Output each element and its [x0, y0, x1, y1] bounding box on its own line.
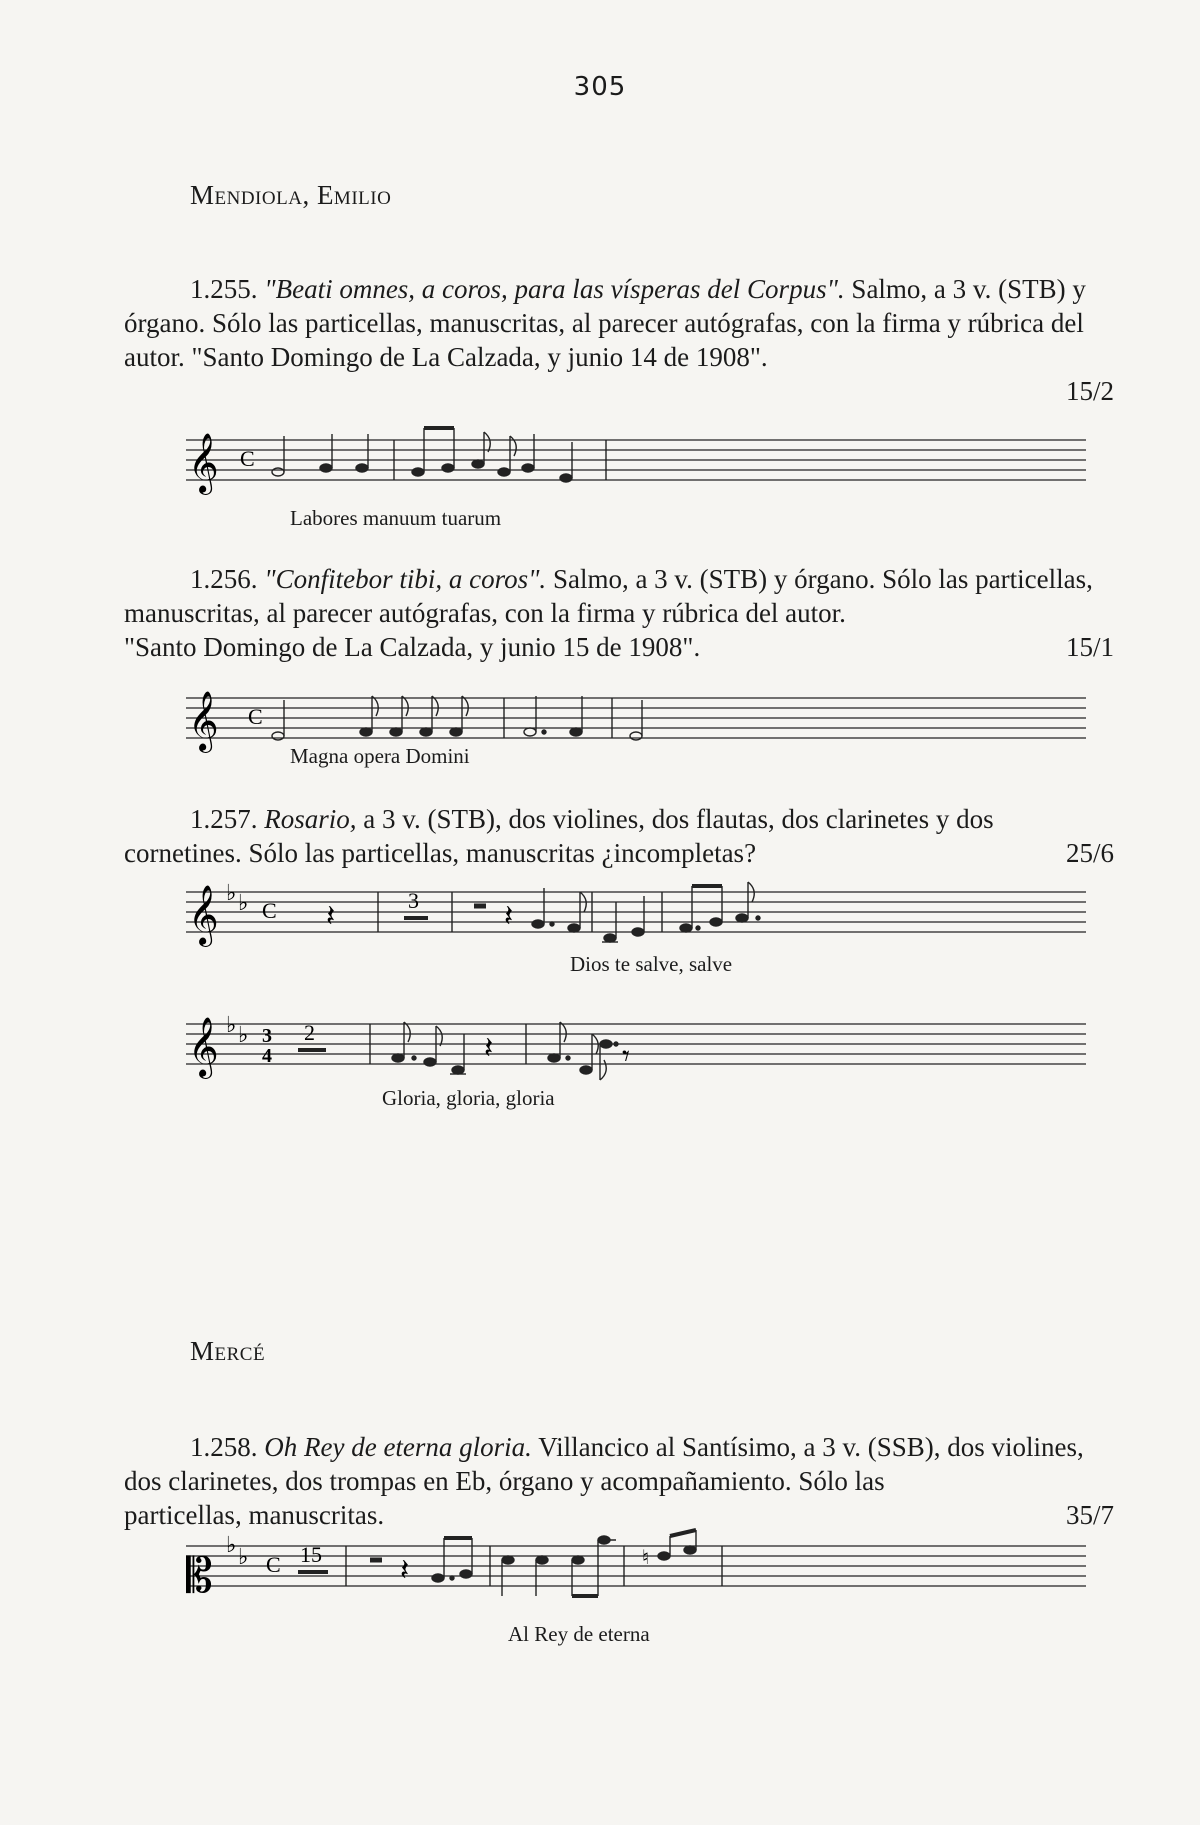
entry-number: 1.256. [190, 564, 258, 594]
music-incipit-1258 [186, 1534, 1086, 1614]
time-signature-top: 3 [262, 1025, 272, 1047]
composer-heading-merce [190, 1336, 265, 1367]
entry-title: "Confitebor tibi, a coros". [264, 564, 547, 594]
entry-number: 1.255. [190, 274, 258, 304]
entry-reference: 25/6 [1065, 838, 1114, 868]
music-incipit-1257-a [186, 880, 1086, 950]
composer-forename: , Emilio [302, 180, 392, 210]
time-signature-bottom: 4 [262, 1045, 272, 1067]
common-time-signature: C [240, 446, 255, 471]
entry-description-cont: "Santo Domingo de La Calzada, y junio 15 de 1908". [124, 632, 701, 662]
entry-description-cont: cornetines. Sólo las particellas, manuscritas ¿incompletas? [124, 838, 757, 868]
flat-icon: ♭ [238, 891, 249, 916]
music-incipit-1257-b [186, 1012, 1086, 1092]
entry-title: Rosario, [264, 804, 357, 834]
entry-description: Villancico al Santísimo, a 3 v. (SSB), dos violines, dos clarinetes, dos trompas en Eb, órgano y acompañamiento. Sólo las [124, 1432, 1084, 1496]
incipit-lyrics-1258: Al Rey de eterna [508, 1622, 650, 1646]
incipit-lyrics-1257-b: Gloria, gloria, gloria [382, 1086, 555, 1110]
catalog-entry-1255 [124, 272, 1114, 408]
incipit-lyrics-1256: Magna opera Domini [290, 744, 470, 768]
entry-description-cont: particellas, manuscritas. [124, 1500, 385, 1530]
page-number: 305 [573, 72, 627, 102]
entry-description: Salmo, a 3 v. (STB) y órgano. Sólo las particellas, manuscritas, al parecer autógrafas, con la firma y rúbrica del autor. [124, 564, 1093, 628]
catalog-entry-1257 [124, 802, 1114, 870]
treble-clef-icon: 𝄞 [188, 885, 219, 945]
eighth-rest-icon: 𝄾 [622, 1039, 630, 1074]
quarter-rest-icon: 𝄽 [504, 899, 514, 934]
entry-description: a 3 v. (STB), dos violines, dos flautas, dos clarinetes y dos [356, 804, 994, 834]
flat-icon: ♭ [238, 1023, 249, 1048]
entry-number: 1.258. [190, 1432, 258, 1462]
music-incipit-1255 [186, 428, 1086, 498]
catalog-entry-1258 [124, 1430, 1114, 1532]
alto-clef-icon: 𝄡 [186, 1548, 213, 1604]
incipit-lyrics-1255: Labores manuum tuarum [290, 506, 502, 530]
treble-clef-icon: 𝄞 [188, 433, 219, 493]
treble-clef-icon: 𝄞 [188, 1017, 219, 1077]
common-time-signature: C [262, 898, 277, 923]
flat-icon: ♭ [238, 1545, 249, 1570]
quarter-rest-icon: 𝄽 [400, 1553, 410, 1588]
catalog-entry-1256 [124, 562, 1114, 664]
incipit-lyrics-1257-a: Dios te salve, salve [570, 952, 733, 976]
composer-surname: Mercé [190, 1336, 266, 1366]
entry-title: "Beati omnes, a coros, para las vísperas del Corpus". [264, 274, 845, 304]
entry-description: Salmo, a 3 v. (STB) y órgano. Sólo las particellas, manuscritas, al parecer autógrafas, con la firma y rúbrica del autor. "Santo Domingo de La Calzada, y junio 14 de 1908". [124, 274, 1086, 372]
composer-heading-mendiola [190, 180, 391, 211]
common-time-signature: C [248, 704, 263, 729]
quarter-rest-icon: 𝄽 [484, 1031, 494, 1066]
treble-clef-icon: 𝄞 [188, 691, 219, 751]
natural-sign-icon: ♮ [642, 1545, 650, 1569]
multimeasure-rest-count: 15 [300, 1542, 322, 1567]
multimeasure-rest-count: 2 [304, 1020, 315, 1045]
flat-icon: ♭ [226, 1533, 237, 1558]
entry-reference: 35/7 [1065, 1500, 1114, 1530]
entry-reference: 15/1 [1065, 632, 1114, 662]
entry-title: Oh Rey de eterna gloria. [264, 1432, 532, 1462]
flat-icon: ♭ [226, 1013, 237, 1038]
entry-reference: 15/2 [1065, 376, 1114, 406]
flat-icon: ♭ [226, 881, 237, 906]
common-time-signature: C [266, 1552, 281, 1577]
quarter-rest-icon: 𝄽 [326, 899, 336, 934]
entry-number: 1.257. [190, 804, 258, 834]
composer-surname: Mendiola [190, 180, 303, 210]
multimeasure-rest-count: 3 [408, 888, 419, 913]
